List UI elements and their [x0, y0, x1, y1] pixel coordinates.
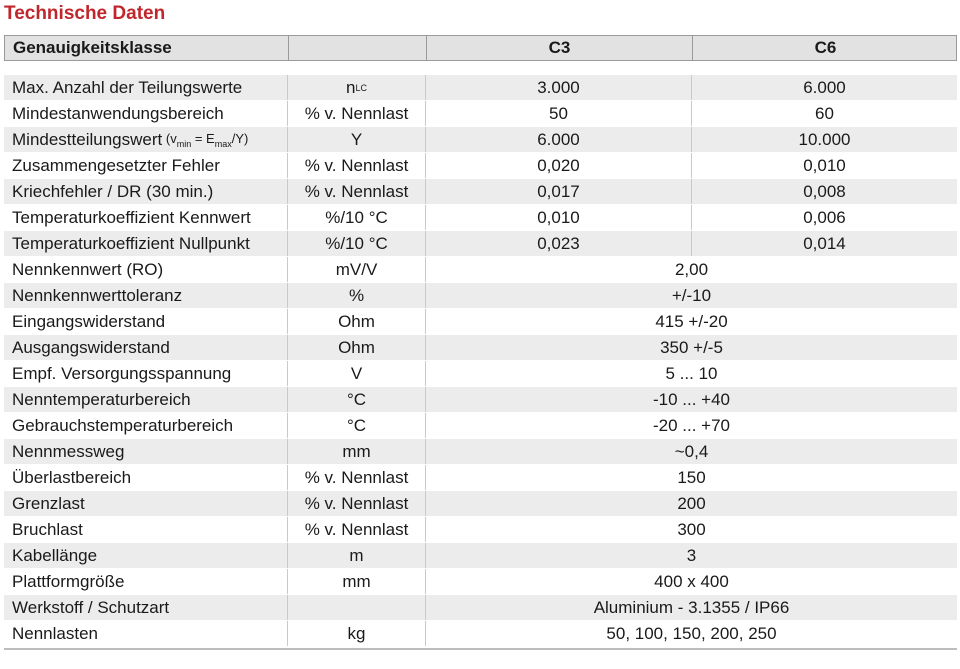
table-row [4, 621, 957, 647]
table-row [4, 543, 957, 569]
table-row [4, 361, 957, 387]
table-row [4, 387, 957, 413]
row-label: Kabellänge [12, 545, 98, 565]
table-row [4, 335, 957, 361]
row-value: 50, 100, 150, 200, 250 [425, 621, 957, 646]
row-label: Überlastbereich [12, 467, 132, 487]
row-value: +/-10 [425, 283, 957, 308]
row-label: Nennmessweg [12, 441, 125, 461]
row-label: Plattformgröße [12, 571, 125, 591]
header-accuracy-class: Genauigkeitsklasse [13, 38, 172, 57]
row-unit: °C [287, 413, 425, 438]
row-value: -20 ... +70 [425, 413, 957, 438]
table-row [4, 231, 957, 257]
row-label: Eingangswiderstand [12, 311, 166, 331]
row-value: Aluminium - 3.1355 / IP66 [425, 595, 957, 620]
row-value: 300 [425, 517, 957, 542]
row-label: Max. Anzahl der Teilungswerte [12, 77, 243, 97]
row-value-c6: 10.000 [691, 127, 957, 152]
row-value-c6: 0,008 [691, 179, 957, 204]
table-row [4, 127, 957, 153]
row-unit: %/10 °C [287, 205, 425, 230]
row-unit: %/10 °C [287, 231, 425, 256]
row-value: 5 ... 10 [425, 361, 957, 386]
row-value: 150 [425, 465, 957, 490]
row-unit: % v. Nennlast [287, 517, 425, 542]
table-row [4, 205, 957, 231]
row-label: Nennlasten [12, 623, 99, 643]
row-label: Mindestteilungswert $(v_{min} = E_{max}/Y)$ [12, 129, 249, 149]
row-unit: °C [287, 387, 425, 412]
row-value-c3: 3.000 [425, 75, 691, 100]
row-unit: % v. Nennlast [287, 465, 425, 490]
row-value-c3: 0,020 [425, 153, 691, 178]
row-unit: V [287, 361, 425, 386]
table-row [4, 439, 957, 465]
technical-data-table [4, 35, 957, 647]
row-value-c6: 60 [691, 101, 957, 126]
row-unit: % v. Nennlast [287, 153, 425, 178]
row-value: ~0,4 [425, 439, 957, 464]
row-label: Nennkennwert (RO) [12, 259, 164, 279]
row-label: Kriechfehler / DR (30 min.) [12, 181, 214, 201]
table-row [4, 569, 957, 595]
table-row [4, 309, 957, 335]
row-label: Werkstoff / Schutzart [12, 597, 170, 617]
page-title: Technische Daten [4, 3, 166, 24]
row-unit: mm [287, 569, 425, 594]
row-value-c3: 6.000 [425, 127, 691, 152]
header-c6: C6 [692, 36, 958, 60]
row-label: Ausgangswiderstand [12, 337, 170, 357]
row-unit: Ohm [287, 335, 425, 360]
row-value: 2,00 [425, 257, 957, 282]
row-label: Grenzlast [12, 493, 85, 513]
row-label: Temperaturkoeffizient Nullpunkt [12, 233, 250, 253]
row-value: -10 ... +40 [425, 387, 957, 412]
row-label: Nennkennwerttoleranz [12, 285, 183, 305]
table-row [4, 153, 957, 179]
row-unit: Ohm [287, 309, 425, 334]
row-label: Gebrauchstemperaturbereich [12, 415, 234, 435]
row-unit: kg [287, 621, 425, 646]
row-label: Nenntemperaturbereich [12, 389, 191, 409]
row-value-c6: 6.000 [691, 75, 957, 100]
row-label: Temperaturkoeffizient Kennwert [12, 207, 251, 227]
table-row [4, 465, 957, 491]
table-row [4, 179, 957, 205]
table-row [4, 595, 957, 621]
row-value-c6: 0,010 [691, 153, 957, 178]
row-label: Zusammengesetzter Fehler [12, 155, 220, 175]
row-value: 415 +/-20 [425, 309, 957, 334]
row-value-c3: 0,017 [425, 179, 691, 204]
row-unit: % v. Nennlast [287, 101, 425, 126]
row-unit: % [287, 283, 425, 308]
row-value: 400 x 400 [425, 569, 957, 594]
row-unit [287, 595, 425, 620]
row-value-c3: 50 [425, 101, 691, 126]
row-label: Bruchlast [12, 519, 83, 539]
row-label: Mindestanwendungsbereich [12, 103, 224, 123]
table-row [4, 283, 957, 309]
table-bottom-rule [4, 648, 957, 650]
row-value-c6: 0,014 [691, 231, 957, 256]
row-unit: mV/V [287, 257, 425, 282]
row-unit: n LC [287, 75, 425, 100]
row-unit: Y [287, 127, 425, 152]
row-unit: % v. Nennlast [287, 491, 425, 516]
row-unit: mm [287, 439, 425, 464]
table-row [4, 75, 957, 101]
row-unit: m [287, 543, 425, 568]
table-header [4, 35, 957, 61]
row-value: 350 +/-5 [425, 335, 957, 360]
row-unit: % v. Nennlast [287, 179, 425, 204]
table-row [4, 517, 957, 543]
header-unit [288, 36, 426, 60]
row-value-c6: 0,006 [691, 205, 957, 230]
table-row [4, 491, 957, 517]
row-value: 3 [425, 543, 957, 568]
row-value-c3: 0,023 [425, 231, 691, 256]
header-c3: C3 [426, 36, 692, 60]
table-row [4, 413, 957, 439]
table-row [4, 257, 957, 283]
row-value-c3: 0,010 [425, 205, 691, 230]
row-value: 200 [425, 491, 957, 516]
table-row [4, 101, 957, 127]
row-label: Empf. Versorgungsspannung [12, 363, 232, 383]
header-spacer [4, 61, 957, 75]
